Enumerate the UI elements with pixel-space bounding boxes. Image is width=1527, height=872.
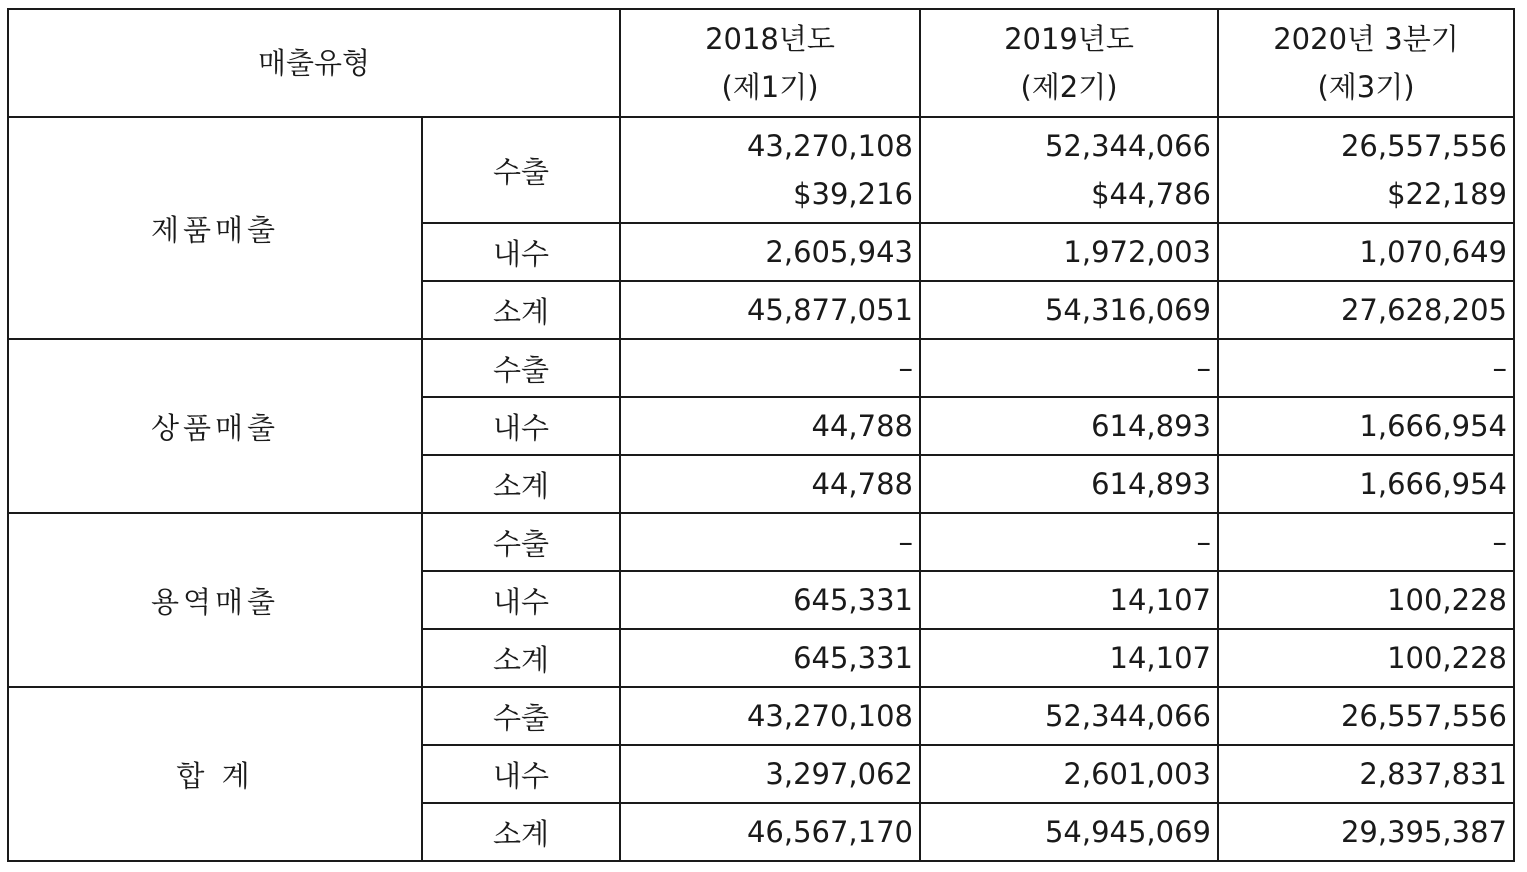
value-cell (620, 117, 920, 223)
value-cell: 1,666,954 (1218, 455, 1514, 513)
value-cell: 645,331 (620, 629, 920, 687)
table-row (8, 117, 1514, 223)
period-header-2018 (620, 9, 920, 117)
category-label: 상품매출 (150, 410, 280, 445)
value-cell: 1,666,954 (1218, 397, 1514, 455)
value-cell: 614,893 (920, 455, 1218, 513)
row-label: 소계 (422, 281, 620, 339)
category-merchandise-sales (8, 339, 422, 513)
value-cell: 100,228 (1218, 629, 1514, 687)
category-label: 용역매출 (150, 584, 280, 619)
value-cell: 54,945,069 (920, 803, 1218, 861)
value-cell: 29,395,387 (1218, 803, 1514, 861)
value-cell: – (620, 513, 920, 571)
table-row (8, 687, 1514, 745)
usd-value: $39,216 (793, 177, 913, 211)
value-cell: 2,837,831 (1218, 745, 1514, 803)
value-cell: 45,877,051 (620, 281, 920, 339)
value-cell: 2,601,003 (920, 745, 1218, 803)
category-label: 제품매출 (150, 212, 280, 247)
period-year: 2019년도 (1004, 22, 1134, 56)
value-cell: 14,107 (920, 571, 1218, 629)
value-cell: 44,788 (620, 397, 920, 455)
row-label: 내수 (422, 397, 620, 455)
category-total (8, 687, 422, 861)
sales-type-table (7, 8, 1515, 862)
krw-value: 43,270,108 (746, 129, 913, 163)
value-cell (1218, 117, 1514, 223)
value-cell: 44,788 (620, 455, 920, 513)
row-label: 내수 (422, 745, 620, 803)
value-cell: 1,070,649 (1218, 223, 1514, 281)
value-cell: 26,557,556 (1218, 687, 1514, 745)
row-label: 수출 (422, 117, 620, 223)
value-cell: 54,316,069 (920, 281, 1218, 339)
period-term: (제1기) (721, 70, 819, 104)
value-cell: 52,344,066 (920, 687, 1218, 745)
value-cell: 27,628,205 (1218, 281, 1514, 339)
header-row (8, 9, 1514, 117)
krw-value: 52,344,066 (1044, 129, 1211, 163)
value-cell: – (920, 513, 1218, 571)
table-row (8, 513, 1514, 571)
table-row (8, 339, 1514, 397)
value-cell: 43,270,108 (620, 687, 920, 745)
category-label: 합 계 (176, 758, 254, 793)
value-cell: – (920, 339, 1218, 397)
value-cell: 46,567,170 (620, 803, 920, 861)
row-label: 소계 (422, 803, 620, 861)
period-header-2020q3 (1218, 9, 1514, 117)
krw-value: 26,557,556 (1340, 129, 1507, 163)
category-product-sales (8, 117, 422, 339)
period-header-2019 (920, 9, 1218, 117)
value-cell: 3,297,062 (620, 745, 920, 803)
row-label: 내수 (422, 223, 620, 281)
period-year: 2020년 3분기 (1273, 22, 1459, 56)
usd-value: $22,189 (1387, 177, 1507, 211)
value-cell: – (1218, 339, 1514, 397)
period-term: (제2기) (1020, 70, 1118, 104)
row-label: 수출 (422, 687, 620, 745)
value-cell: 14,107 (920, 629, 1218, 687)
row-label: 소계 (422, 455, 620, 513)
value-cell: 100,228 (1218, 571, 1514, 629)
value-cell: 2,605,943 (620, 223, 920, 281)
period-term: (제3기) (1317, 70, 1415, 104)
value-cell: 1,972,003 (920, 223, 1218, 281)
value-cell: – (1218, 513, 1514, 571)
row-label: 내수 (422, 571, 620, 629)
row-label: 소계 (422, 629, 620, 687)
period-year: 2018년도 (705, 22, 835, 56)
value-cell: – (620, 339, 920, 397)
usd-value: $44,786 (1091, 177, 1211, 211)
category-service-sales (8, 513, 422, 687)
sales-type-header: 매출유형 (8, 9, 620, 117)
row-label: 수출 (422, 339, 620, 397)
value-cell: 645,331 (620, 571, 920, 629)
value-cell: 614,893 (920, 397, 1218, 455)
value-cell (920, 117, 1218, 223)
row-label: 수출 (422, 513, 620, 571)
